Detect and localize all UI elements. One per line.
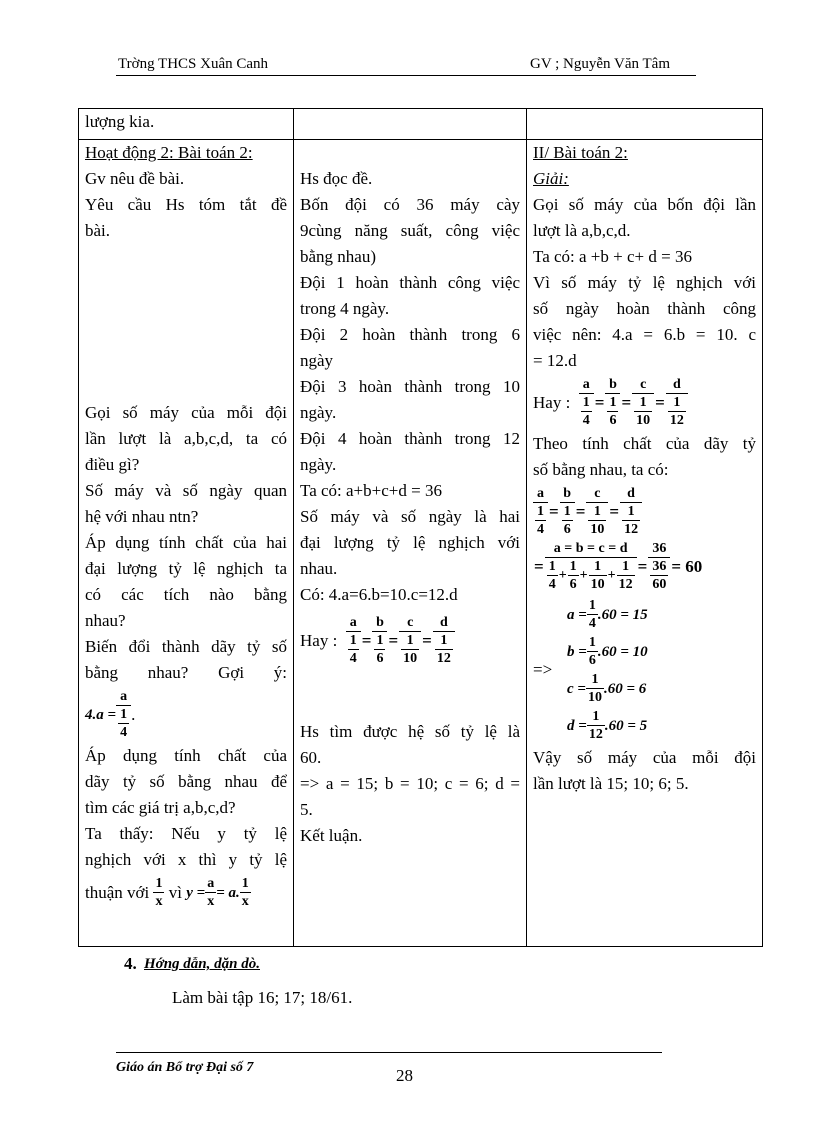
text-line: => a = 15; b = 10; c = 6; d =	[300, 774, 520, 793]
sum-ratio: = a = b = c = d $\frac{1}{4}$ + $\frac{1}{6}$ + $\frac{1}{10}$ + $\frac{1}{12}$ = $\frac{36}{\frac{36}{60}}$ = 60	[534, 541, 703, 592]
table-row	[79, 109, 763, 140]
text-line: ngày.	[300, 403, 337, 422]
result-a: a = $\frac{1}{4}$ .60 = 15	[567, 598, 648, 631]
math-text: .	[131, 704, 136, 724]
fraction: $\frac{a}{\frac{1}{4}}$	[116, 688, 131, 741]
fraction: $\frac{b}{\frac{1}{6}}$	[560, 485, 575, 538]
text-line: bằng nhau)	[300, 247, 377, 266]
cell-teacher-prev	[79, 109, 294, 140]
text-line: Áp dụng tính chất của	[85, 746, 287, 765]
text-line: số ngày hoàn thành công	[533, 299, 756, 318]
header-school: Trờng THCS Xuân Canh	[118, 56, 269, 72]
math-text: y =	[186, 884, 206, 901]
page-number: 28	[396, 1066, 413, 1085]
fraction: $\frac{d}{\frac{1}{12}}$	[433, 614, 455, 667]
math-text: = a.	[216, 884, 240, 901]
text-line: 9cùng năng suất, công việc	[300, 221, 520, 240]
lesson-table	[78, 108, 763, 947]
text-line: Gọi số máy của mỗi đội	[85, 403, 287, 422]
cell-content-prev	[527, 109, 763, 140]
result-b: b = $\frac{1}{6}$ .60 = 10	[567, 635, 648, 668]
fraction: $\frac{1}{x}$	[241, 876, 249, 909]
text-line: bài.	[85, 221, 111, 240]
fraction: $\frac{d}{\frac{1}{12}}$	[620, 485, 642, 538]
text-line: nhau.	[300, 559, 338, 578]
text-line: Số máy và số ngày là hai	[300, 507, 520, 526]
text-line: lượt là a,b,c,d.	[533, 221, 631, 240]
spacer	[300, 669, 520, 719]
footer-rule	[116, 1052, 662, 1053]
text-line: Vì số máy tỷ lệ nghịch với	[533, 273, 756, 292]
spacer	[300, 140, 520, 166]
activity-title: Hoạt động 2: Bài toán 2:	[85, 143, 253, 162]
fraction: $\frac{1}{x}$	[155, 876, 163, 909]
text-line: Hs tìm được hệ số tỷ lệ là	[300, 722, 520, 741]
text-line: Biến đổi thành dãy tỷ số	[85, 637, 287, 656]
fraction: $\frac{c}{\frac{1}{10}}$	[586, 485, 608, 538]
text-line: Ta thấy: Nếu y tỷ lệ	[85, 824, 287, 843]
text-line: Kết luận.	[300, 826, 363, 845]
section-number: 4.	[124, 954, 137, 973]
hint-formula	[85, 688, 287, 741]
result-d: d = $\frac{1}{12}$ .60 = 5	[567, 709, 648, 742]
spacer	[85, 244, 287, 400]
text-line: có các tích nào bằng	[85, 585, 287, 604]
text-line: dãy tỷ số bằng nhau để	[85, 772, 287, 791]
section-title: II/ Bài toán 2:	[533, 143, 628, 162]
fraction: $\frac{a}{\frac{1}{4}}$	[533, 485, 548, 538]
text-line: Đội 3 hoàn thành trong 10	[300, 377, 520, 396]
solution-label: Giải:	[533, 169, 569, 188]
prev-text: lượng kia.	[85, 112, 155, 131]
text-line: ngày	[300, 351, 334, 370]
text-line: Áp dụng tính chất của hai	[85, 533, 287, 552]
fraction: $\frac{b}{\frac{1}{6}}$	[605, 376, 620, 429]
fraction: $\frac{c}{\frac{1}{10}}$	[399, 614, 421, 667]
math-text: 4.a =	[85, 706, 117, 723]
text-line: Gv nêu đề bài.	[85, 169, 185, 188]
fraction: a = b = c = d $\frac{1}{4}$ + $\frac{1}{6}$ + $\frac{1}{10}$ + $\frac{1}{12}$	[545, 540, 637, 593]
text-line: vì	[168, 882, 182, 902]
fraction: $\frac{d}{\frac{1}{12}}$	[666, 376, 688, 429]
text-line: nghịch với x thì y tỷ lệ	[85, 850, 287, 869]
fraction: $\frac{a}{x}$	[207, 876, 215, 909]
result-c: c = $\frac{1}{10}$ .60 = 6	[567, 672, 647, 705]
text-line: đại lượng tỷ lệ nghịch với	[300, 533, 520, 552]
footer-book-title: Giáo án Bổ trợ Đại số 7	[116, 1060, 254, 1075]
text-line: Hay :	[300, 630, 338, 650]
fraction: $\frac{a}{\frac{1}{4}}$	[579, 376, 594, 429]
fraction: $\frac{36}{\frac{36}{60}}$	[648, 540, 670, 593]
text-line: nhau?	[85, 611, 126, 630]
text-line: Ta có: a +b + c+ d = 36	[533, 247, 692, 266]
fraction: $\frac{a}{\frac{1}{4}}$	[346, 614, 361, 667]
fraction-chain: Hay : $\frac{a}{\frac{1}{4}}$ = $\frac{b}{\frac{1}{6}}$ = $\frac{c}{\frac{1}{10}}$ = $\frac{d}{\frac{1}{12}}$	[533, 376, 756, 429]
table-row	[79, 140, 763, 947]
text-line: Đội 4 hoàn thành trong 12	[300, 429, 520, 448]
text-line: việc nên: 4.a = 6.b = 10. c	[533, 325, 756, 344]
text-line: Bốn đội có 36 máy cày	[300, 195, 520, 214]
cell-student-activity	[294, 140, 527, 947]
section-heading: Hớng dẫn, dặn dò.	[144, 956, 260, 972]
text-line: bằng nhau? Gợi ý:	[85, 663, 287, 682]
direct-proportion-formula	[85, 875, 287, 910]
text-line: 5.	[300, 800, 313, 819]
homework-text: Làm bài tập 16; 17; 18/61.	[172, 988, 353, 1007]
text-line: Đội 2 hoàn thành trong 6	[300, 325, 520, 344]
cell-student-prev	[294, 109, 527, 140]
text-line: Hay :	[533, 392, 571, 412]
text-line: trong 4 ngày.	[300, 299, 390, 318]
text-line: số bằng nhau, ta có:	[533, 460, 669, 479]
header-rule	[116, 75, 696, 76]
text-line: Gọi số máy của bốn đội lần	[533, 195, 756, 214]
text-line: Vậy số máy của mỗi đội	[533, 748, 756, 767]
text-line: Đội 1 hoàn thành công việc	[300, 273, 520, 292]
implies-arrow: =>	[533, 660, 553, 679]
fraction-chain: Hay : $\frac{a}{\frac{1}{4}}$ = $\frac{b}{\frac{1}{6}}$ = $\frac{c}{\frac{1}{10}}$ = $\frac{d}{\frac{1}{12}}$	[300, 614, 520, 667]
text-line: đại lượng tỷ lệ nghịch ta	[85, 559, 287, 578]
text-line: thuận với	[85, 882, 150, 902]
text-line: Ta có: a+b+c+d = 36	[300, 481, 442, 500]
fraction: $\frac{c}{\frac{1}{10}}$	[632, 376, 654, 429]
text-line: điều gì?	[85, 455, 140, 474]
fraction-chain: $\frac{a}{\frac{1}{4}}$ = $\frac{b}{\frac{1}{6}}$ = $\frac{c}{\frac{1}{10}}$ = $\frac{d}{\frac{1}{12}}$	[533, 485, 756, 538]
results-block	[533, 595, 756, 745]
text-line: tìm các giá trị a,b,c,d?	[85, 798, 236, 817]
fraction: $\frac{b}{\frac{1}{6}}$	[372, 614, 387, 667]
text-line: Số máy và số ngày quan	[85, 481, 287, 500]
text-line: hệ với nhau ntn?	[85, 507, 199, 526]
cell-teacher-activity	[79, 140, 294, 947]
text-line: Theo tính chất của dãy tỷ	[533, 434, 756, 453]
text-line: Hs đọc đề.	[300, 169, 373, 188]
cell-lesson-content	[527, 140, 763, 947]
text-line: Yêu cầu Hs tóm tắt đề	[85, 195, 287, 214]
text-line: ngày.	[300, 455, 337, 474]
text-line: lần lượt là a,b,c,d, ta có	[85, 429, 287, 448]
text-line: = 12.d	[533, 351, 577, 370]
text-line: Có: 4.a=6.b=10.c=12.d	[300, 585, 458, 604]
header-teacher: GV ; Nguyễn Văn Tâm	[530, 56, 670, 72]
text-line: lần lượt là 15; 10; 6; 5.	[533, 774, 689, 793]
text-line: 60.	[300, 748, 322, 767]
